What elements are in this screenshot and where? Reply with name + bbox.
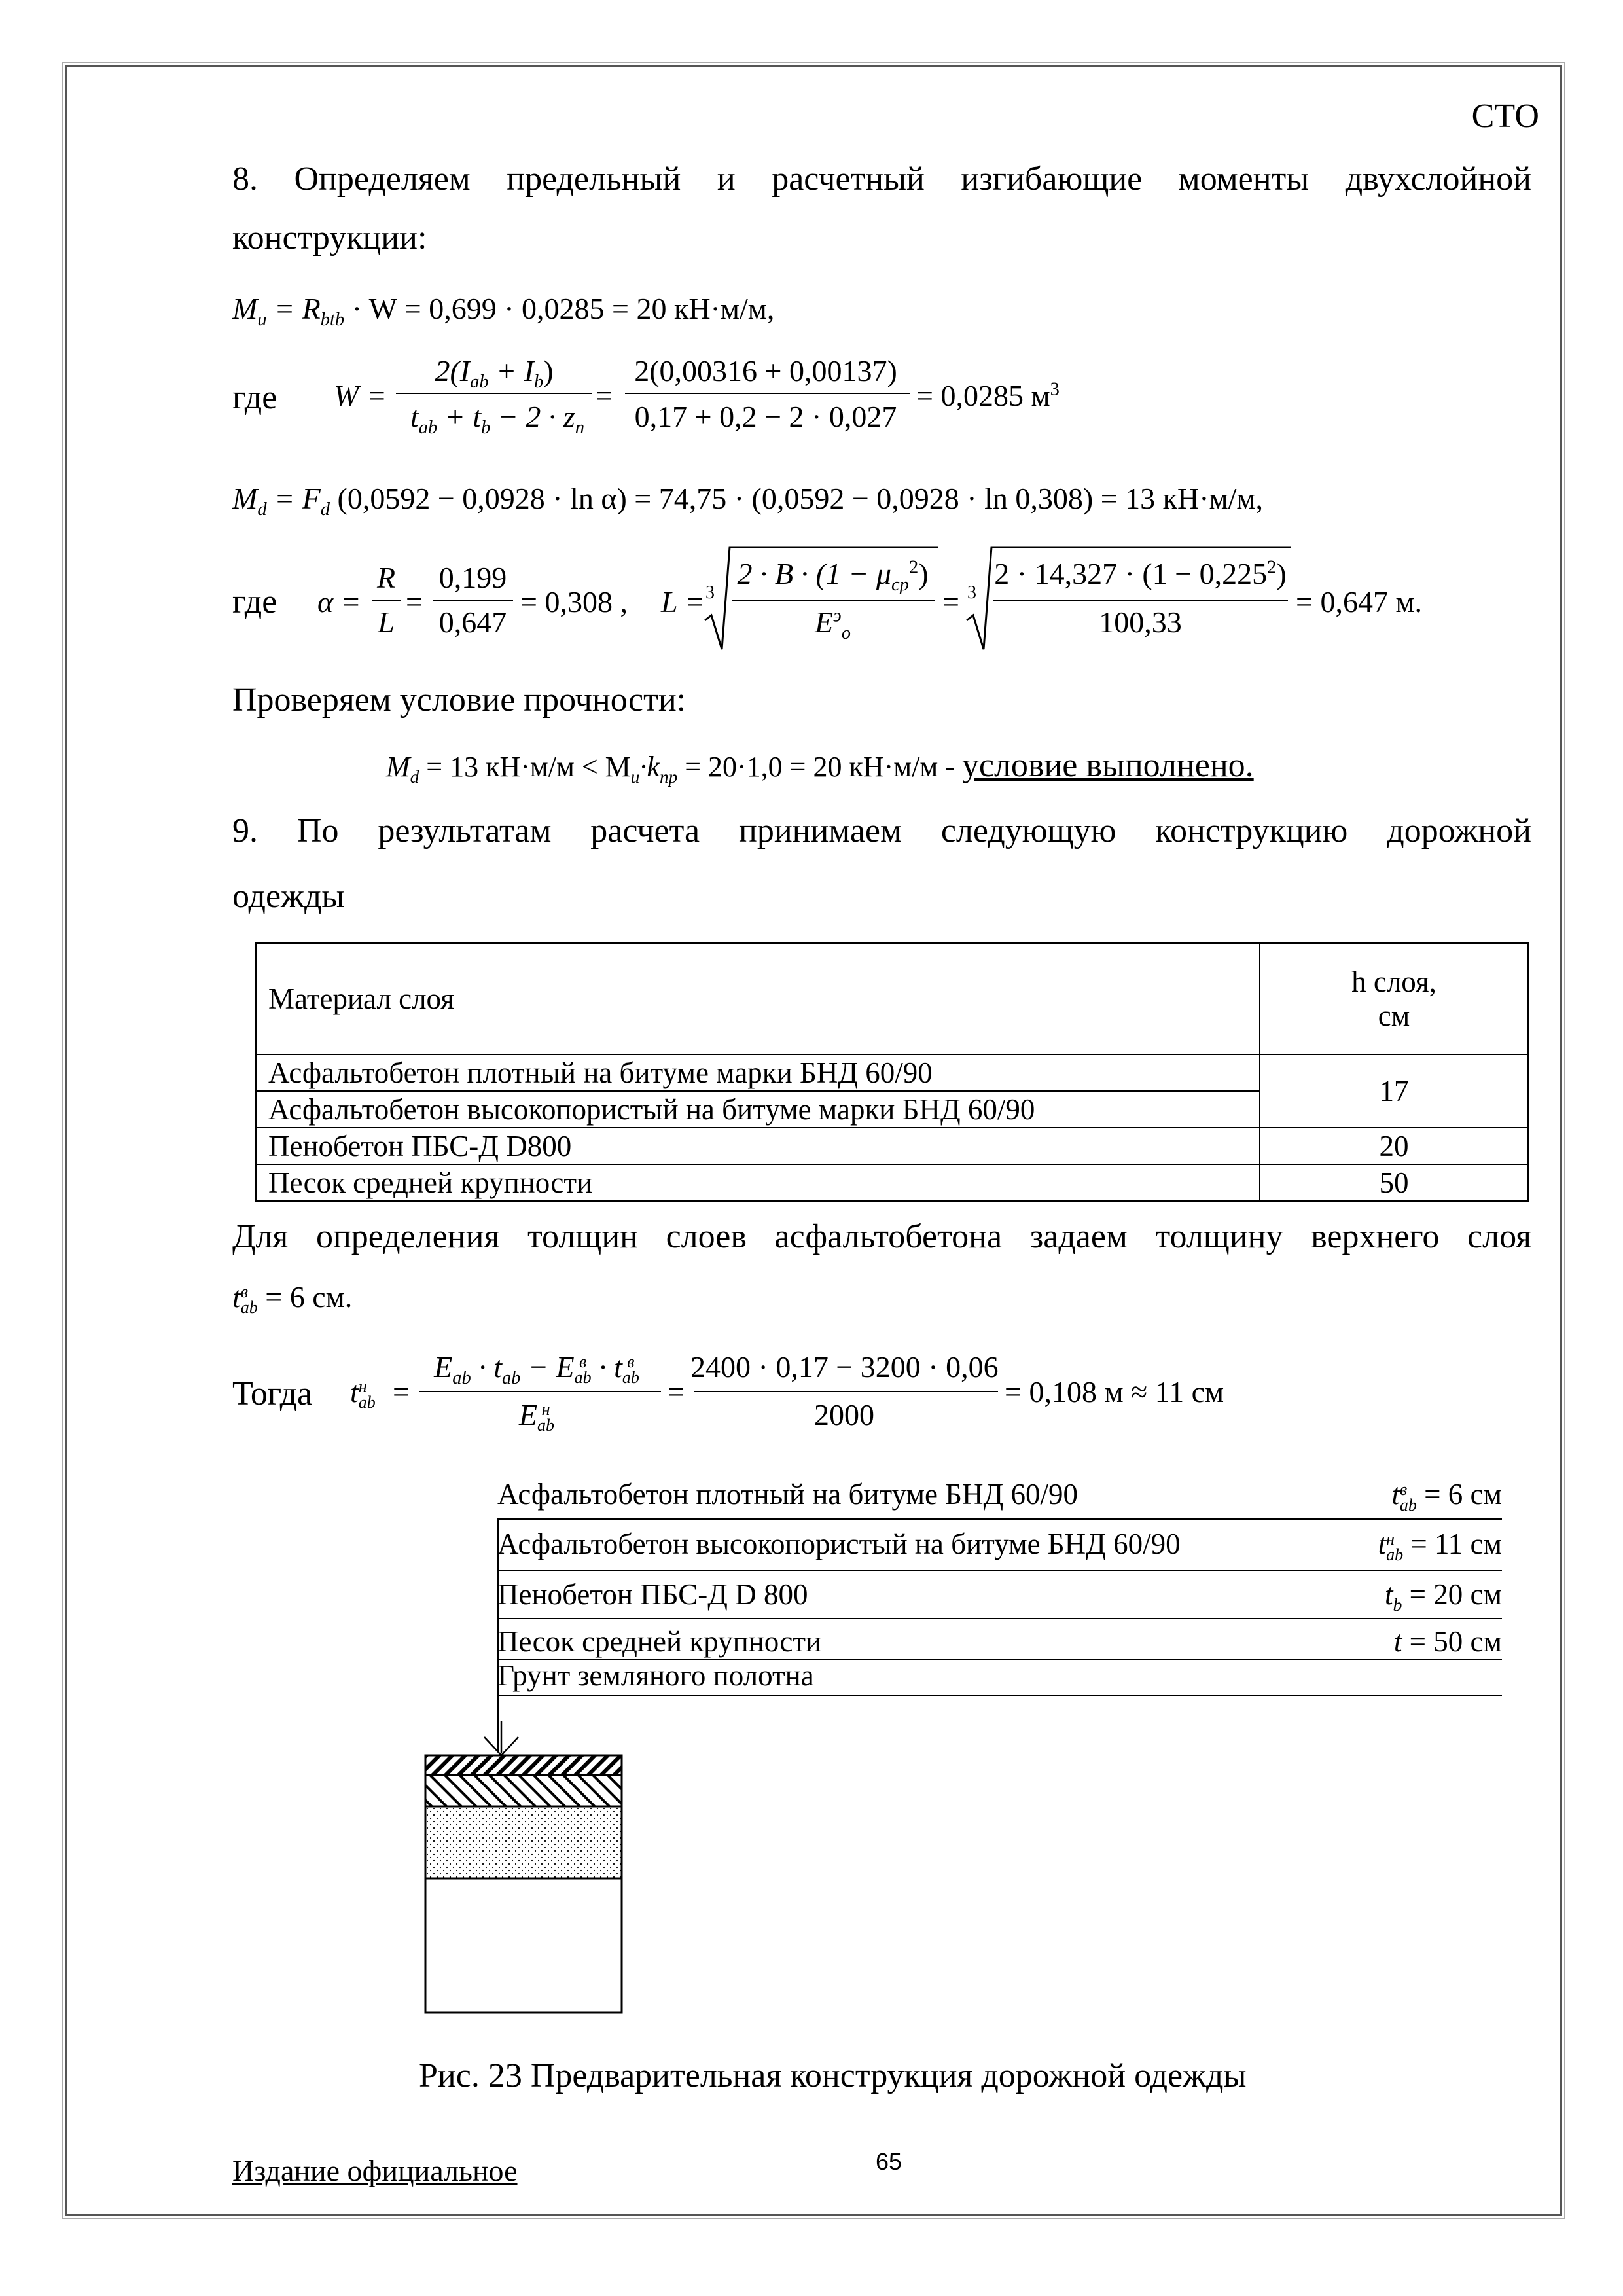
formula-tn-numerator: $E_{ab} \cdot t_{ab} - E$ в ab · t в ab	[434, 1350, 639, 1389]
thickness-upper-layer: t в ab = 6 см.	[232, 1280, 353, 1318]
formula-tn-eq2: =	[668, 1375, 685, 1408]
formula-alpha-eq: =	[406, 585, 423, 619]
formula-l-den: $E^э_o$	[815, 605, 851, 644]
check-condition: $M_d = 13$ $кН\cdot м/м < M_u\cdot k_{пр} = 20\cdot 1,0 = 20$ кН·м/м - условие выполнено.	[386, 747, 1254, 787]
section8-paragraph-cont: конструкции:	[232, 219, 427, 257]
table-cell-material: Асфальтобетон плотный на битуме марки БНД 60/90	[256, 1054, 1260, 1091]
section9-paragraph: 9. По результатам расчета принимаем следующую конструкцию дорожной	[232, 812, 1531, 850]
scheme-row: Песок средней крупности t = 50 см	[497, 1625, 1502, 1658]
table-row	[256, 1054, 1528, 1091]
section9-paragraph-cont: одежды	[232, 878, 345, 915]
scheme-divider	[497, 1695, 1502, 1696]
table-cell-h: 17	[1260, 1054, 1528, 1128]
figure-caption: Рис. 23 Предварительная конструкция дорожной одежды	[419, 2057, 1247, 2094]
layers-table	[255, 942, 1529, 1202]
document-code: СТО	[1471, 98, 1539, 135]
formula-alpha-den2: 0,647	[438, 605, 507, 639]
formula-mu: $M_u = R_{btb} \cdot W = 0,699 \cdot 0,0285 = 20$ кН·м/м,	[232, 292, 775, 331]
scheme-row: Грунт земляного полотна	[497, 1659, 814, 1692]
formula-l-symbol: L =	[661, 585, 705, 619]
table-row	[256, 1128, 1528, 1164]
table-cell-h: 50	[1260, 1164, 1528, 1201]
formula-alpha-num: R	[376, 561, 396, 594]
formula-tn-bar2	[694, 1391, 998, 1392]
check-title: Проверяем условие прочности:	[232, 681, 687, 719]
table-cell-h: 20	[1260, 1128, 1528, 1164]
formula-l-num2: $2 \cdot 14,327 \cdot (1 - 0,225^2)$	[994, 557, 1287, 590]
then-label: Тогда	[232, 1375, 313, 1412]
table-cell-material: Песок средней крупности	[256, 1164, 1260, 1201]
formula-alpha-bar2	[433, 600, 513, 601]
footer-edition: Издание официальное	[232, 2154, 518, 2187]
table-header-h: h слоя, см	[1260, 943, 1528, 1054]
scheme-row: Пенобетон ПБС-Д D 800 $t_b = 20$ см	[497, 1578, 1502, 1615]
table-cell-material: Пенобетон ПБС-Д D800	[256, 1128, 1260, 1164]
formula-alpha-result: = 0,308 ,	[520, 585, 628, 619]
formula-tn-denominator2: 2000	[814, 1398, 874, 1431]
table-header-material: Материал слоя	[256, 943, 1260, 1054]
table-cell-material: Асфальтобетон высокопористый на битуме марки БНД 60/90	[256, 1091, 1260, 1128]
page-number: 65	[876, 2148, 902, 2175]
formula-w-numerator2: 2(0,00316 + 0,00137)	[634, 354, 897, 387]
radical-index-1: 3	[705, 583, 715, 603]
formula-w-symbol: W =	[334, 379, 387, 412]
formula-l-den2: 100,33	[1099, 605, 1182, 639]
table-header-row	[256, 943, 1528, 1054]
formula-l-result: = 0,647 м.	[1296, 585, 1423, 619]
formula-l-eq: =	[942, 585, 959, 619]
table-row	[256, 1164, 1528, 1201]
radical-index-2: 3	[967, 583, 976, 603]
thickness-paragraph: Для определения толщин слоев асфальтобетона задаем толщину верхнего слоя	[232, 1218, 1531, 1255]
formula-alpha-num2: 0,199	[438, 561, 507, 594]
formula-tn-denominator: E н ab	[518, 1398, 555, 1435]
where-label-2: где	[232, 583, 277, 620]
formula-l-bar	[732, 600, 935, 601]
pavement-structure-drawing	[419, 1721, 641, 2022]
formula-l-bar2	[993, 600, 1288, 601]
formula-w-result: = 0,0285 $м^3$	[916, 379, 1060, 412]
where-label-1: где	[232, 379, 277, 416]
scheme-row: Асфальтобетон высокопористый на битуме БНД 60/90 t н ab = 11 см	[497, 1528, 1502, 1564]
scheme-leader-line	[497, 1518, 499, 1751]
formula-tn-bar	[419, 1391, 661, 1392]
formula-alpha-symbol: α =	[317, 585, 361, 619]
formula-tn-numerator2: 2400 · 0,17 − 3200 · 0,06	[690, 1350, 999, 1384]
scheme-divider	[497, 1518, 1502, 1520]
formula-tn-result: = 0,108 м ≈ 11 см	[1005, 1375, 1224, 1408]
formula-alpha-bar	[372, 600, 401, 601]
formula-w-eq: =	[596, 379, 613, 412]
scheme-row: Асфальтобетон плотный на битуме БНД 60/90 t в ab = 6 см	[497, 1478, 1502, 1515]
formula-w-denominator: $t_{ab} + t_b - 2 \cdot z_n$	[410, 400, 585, 439]
formula-tn-eq1: =	[393, 1375, 410, 1408]
formula-w-numerator: $2(I_{ab} + I_b)$	[435, 354, 554, 393]
formula-tn-symbol: t н ab	[350, 1375, 376, 1412]
section8-paragraph: 8. Определяем предельный и расчетный изгибающие моменты двухслойной	[232, 160, 1531, 198]
formula-w-bar2	[625, 393, 910, 394]
formula-alpha-den: L	[378, 605, 395, 639]
formula-l-num: $2 \cdot B \cdot (1 - \mu_{ср}^2)$	[737, 557, 929, 596]
formula-w-denominator2: 0,17 + 0,2 − 2 · 0,027	[634, 400, 897, 433]
formula-w-bar	[396, 393, 592, 394]
formula-md: $M_d = F_d$ (0,0592 − 0,0928 · ln α) = 74,75 · (0,0592 − 0,0928 · ln 0,308) = 13 кН·м/м,	[232, 482, 1264, 520]
